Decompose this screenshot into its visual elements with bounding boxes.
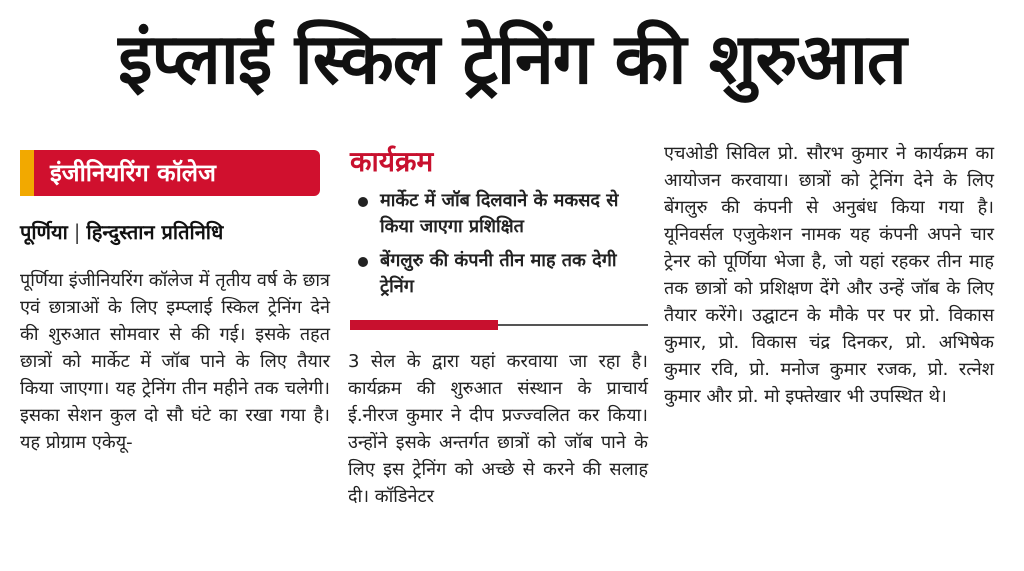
dateline <box>20 218 330 245</box>
headline: इंप्लाई स्किल ट्रेनिंग की शुरुआत <box>118 18 906 100</box>
program-bullet: मार्केट में जॉब दिलवाने के मकसद से किया जाएगा प्रशिक्षित <box>354 188 648 240</box>
divider-line <box>498 324 648 326</box>
box-divider <box>348 320 648 330</box>
dateline-place: पूर्णिया <box>20 220 68 244</box>
article-column-3 <box>664 140 994 410</box>
program-bullet: बेंगलुरु की कंपनी तीन माह तक देगी ट्रेनिंग <box>354 248 648 300</box>
dateline-byline: हिन्दुस्तान प्रतिनिधि <box>86 220 224 244</box>
program-box-title: कार्यक्रम <box>350 145 434 178</box>
section-label: इंजीनियरिंग कॉलेज <box>50 159 216 187</box>
column-1-text: पूर्णिया इंजीनियरिंग कॉलेज में तृतीय वर्ष के छात्र एवं छात्राओं के लिए इम्प्लाई स्किल ट्रेनिंग देने की शुरुआत सोमवार से की गई। इसके तहत छात्रों को मार्केट में जॉब पाने के लिए तैयार किया जाएगा। यह ट्रेनिंग तीन महीने तक चलेगी। इसका सेशन कुल दो सौ घंटे का रखा गया है। यह प्रोग्राम एकेयू- <box>20 270 330 453</box>
article-column-1 <box>20 140 330 456</box>
column-2-text: 3 सेल के द्वारा यहां करवाया जा रहा है। कार्यक्रम की शुरुआत संस्थान के प्राचार्य ई.नीरज कुमार ने दीप प्रज्ज्वलित कर किया। उन्होंने इसके अन्तर्गत छात्रों को जॉब पाने के लिए इस ट्रेनिंग को अच्छे से करने की सलाह दी। कॉडिनेटर <box>348 351 648 507</box>
column-3-text: एचओडी सिविल प्रो. सौरभ कुमार ने कार्यक्रम का आयोजन करवाया। छात्रों को ट्रेनिंग देने के लिए बेंगलुरु की कंपनी से अनुबंध किया गया है। यूनिवर्सल एजुकेशन नामक यह कंपनी अपने चार ट्रेनर को पूर्णिया भेजा है, जो यहां रहकर तीन माह तक छात्रों को प्रशिक्षण देंगे और उन्हें जॉब के लिए तैयार करेंगे। उद्घाटन के मौके पर पर प्रो. विकास कुमार, प्रो. विकास चंद्र दिनकर, प्रो. अभिषेक कुमार रवि, प्रो. मनोज कुमार रजक, प्रो. रत्नेश कुमार और प्रो. मो इफ्तेखार भी उपस्थित थे। <box>664 143 994 407</box>
program-bullet-list <box>348 188 648 300</box>
divider-red-bar <box>350 320 498 330</box>
article-column-2 <box>348 140 648 510</box>
dateline-separator: | <box>73 220 81 244</box>
section-label-banner <box>20 150 320 196</box>
